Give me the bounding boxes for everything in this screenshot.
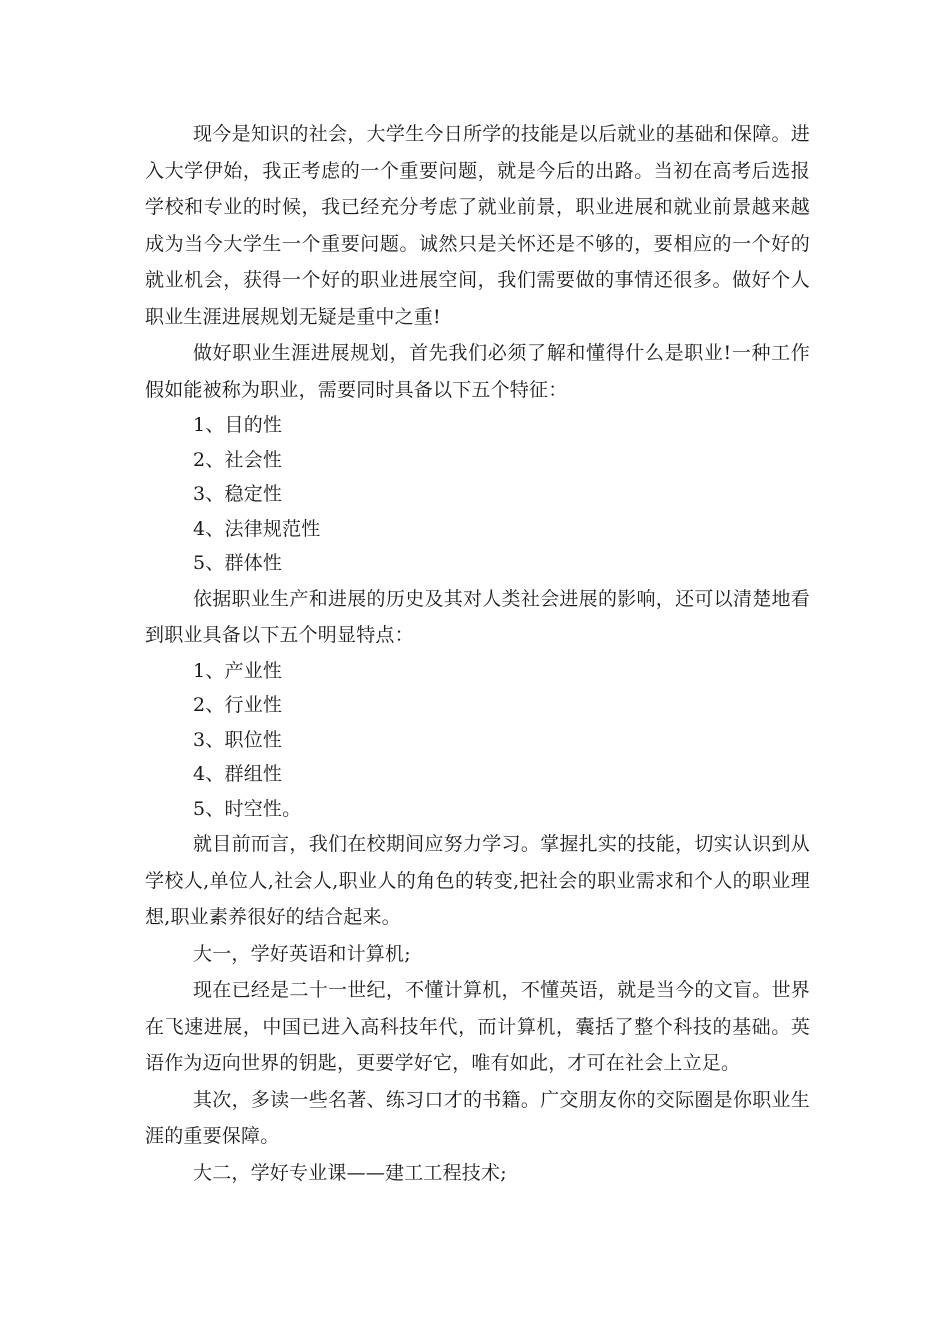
paragraph-current-study: 就目前而言，我们在校期间应努力学习。掌握扎实的技能，切实认识到从学校人,单位人,社会人,职业人的角色的转变,把社会的职业需求和个人的职业理想,职业素养很好的结合起来。 (145, 833, 810, 928)
paragraph-computer-english: 现在已经是二十一世纪，不懂计算机，不懂英语，就是当今的文盲。世界在飞速进展，中国已进入高科技年代，而计算机，囊括了整个科技的基础。英语作为迈向世界的钥匙，更要学好它，唯有如此，才可在社会上立足。 (145, 979, 810, 1074)
paragraph-career-definition: 做好职业生涯进展规划，首先我们必须了解和懂得什么是职业!一种工作假如能被称为职业，需要同时具备以下五个特征： (145, 342, 810, 401)
paragraph-year-one-heading: 大一，学好英语和计算机; (193, 942, 411, 965)
list-item: 5、时空性。 (193, 797, 302, 820)
list-item: 2、社会性 (193, 448, 283, 471)
paragraph-year-two-heading: 大二，学好专业课——建工工程技术; (193, 1161, 507, 1184)
paragraph-reading: 其次，多读一些名著、练习口才的书籍。广交朋友你的交际圈是你职业生涯的重要保障。 (145, 1088, 810, 1147)
document-body (145, 116, 810, 1191)
paragraph-intro: 现今是知识的社会，大学生今日所学的技能是以后就业的基础和保障。进入大学伊始，我正考虑的一个重要问题，就是今后的出路。当初在高考后选报学校和专业的时候，我已经充分考虑了就业前景，职业进展和就业前景越来越成为当今大学生一个重要问题。诚然只是关怀还是不够的，要相应的一个好的就业机会，获得一个好的职业进展空间，我们需要做的事情还很多。做好个人职业生涯进展规划无疑是重中之重! (145, 123, 810, 328)
list-item: 2、行业性 (193, 694, 283, 716)
list-item: 5、群体性 (193, 552, 283, 574)
paragraph-career-features: 依据职业生产和进展的历史及其对人类社会进展的影响，还可以清楚地看到职业具备以下五个明显特点： (145, 587, 810, 646)
list-item: 4、法律规范性 (193, 517, 321, 540)
list-item: 1、目的性 (193, 414, 283, 436)
list-item: 3、职位性 (193, 728, 283, 751)
list-item: 1、产业性 (193, 659, 283, 682)
list-item: 3、稳定性 (193, 483, 283, 505)
list-item: 4、群组性 (193, 763, 283, 785)
